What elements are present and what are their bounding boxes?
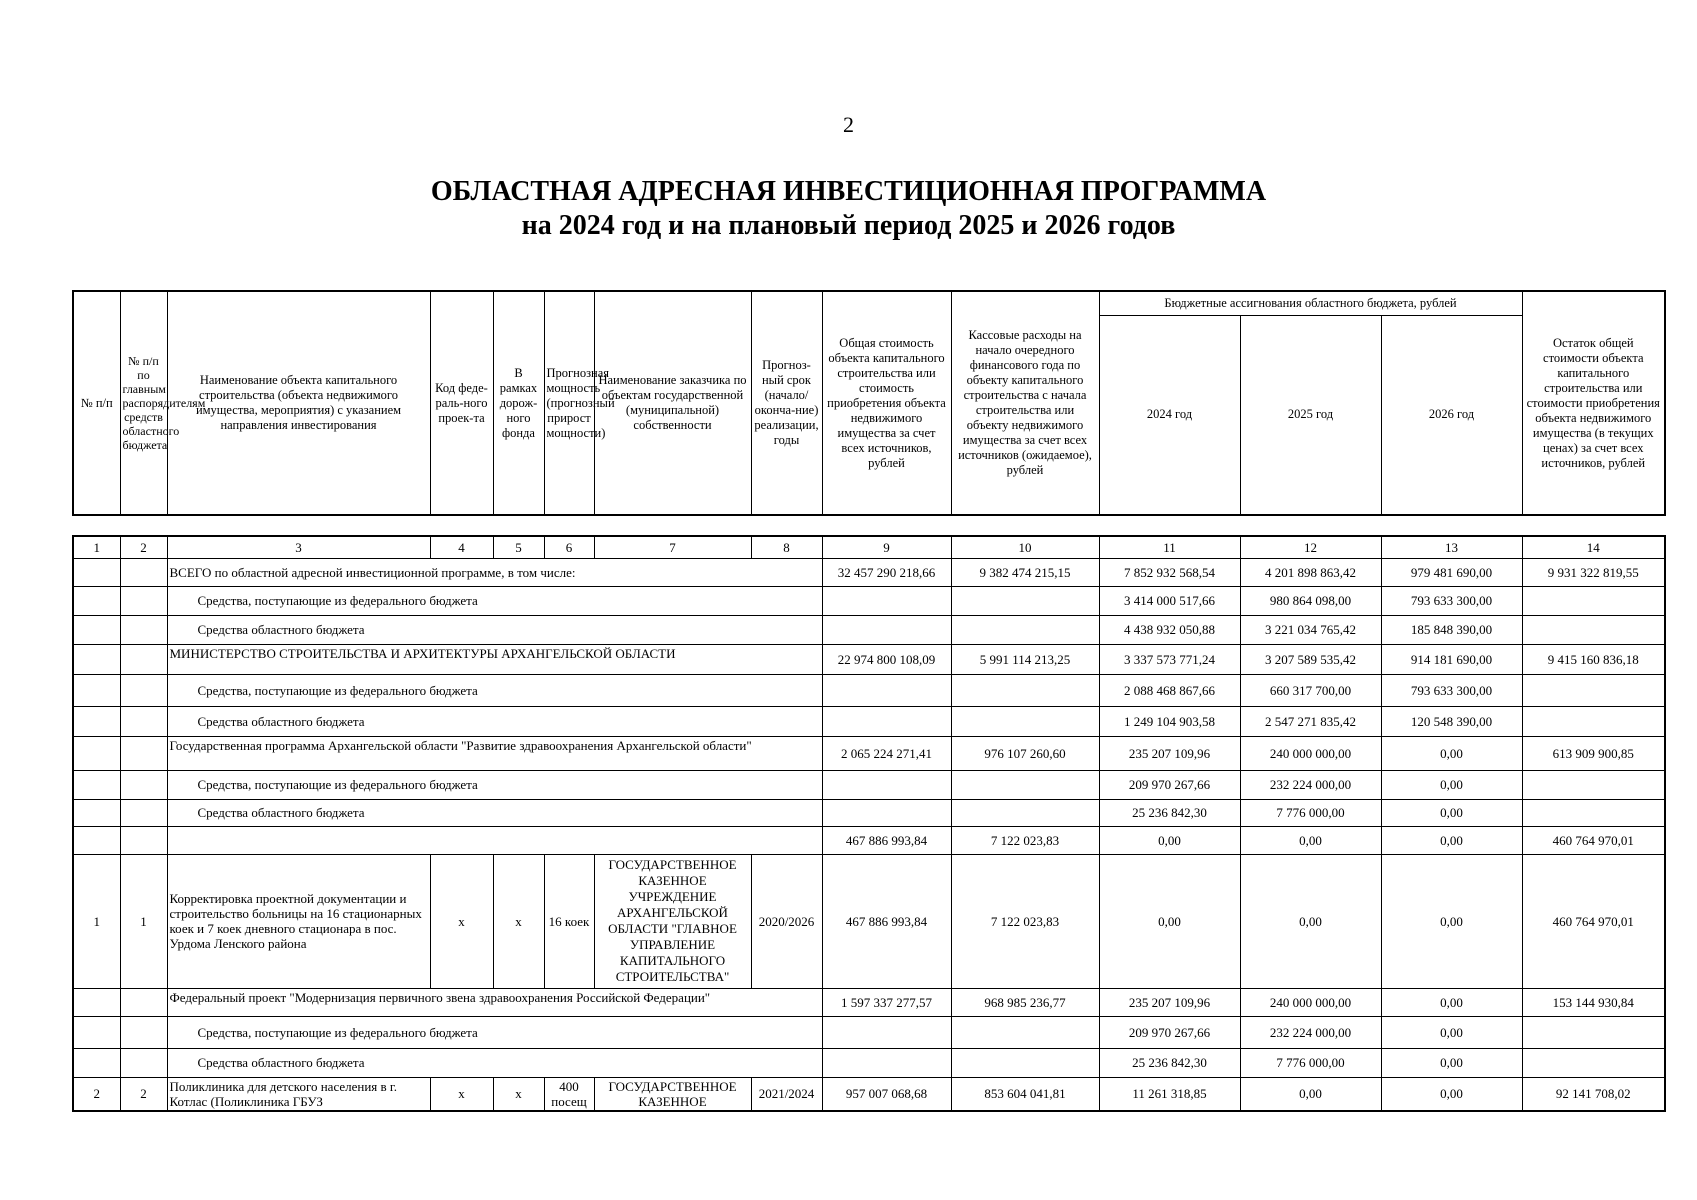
table-row bbox=[73, 854, 1665, 988]
table-row bbox=[73, 674, 1665, 706]
cell-2025: 0,00 bbox=[1240, 826, 1381, 854]
table-row bbox=[73, 644, 1665, 674]
cell-2026: 793 633 300,00 bbox=[1381, 586, 1522, 615]
row-name: Средства областного бюджета bbox=[167, 799, 822, 826]
cell-capacity: 400 посещ bbox=[544, 1077, 594, 1111]
table-row bbox=[73, 706, 1665, 736]
cell-2026: 914 181 690,00 bbox=[1381, 644, 1522, 674]
header-year-2025: 2025 год bbox=[1240, 315, 1381, 515]
cell-2024: 7 852 932 568,54 bbox=[1099, 558, 1240, 586]
col-number: 12 bbox=[1240, 536, 1381, 558]
cell-2025: 4 201 898 863,42 bbox=[1240, 558, 1381, 586]
cell-2025: 240 000 000,00 bbox=[1240, 736, 1381, 770]
cell-2024: 235 207 109,96 bbox=[1099, 988, 1240, 1016]
cell-2025: 0,00 bbox=[1240, 854, 1381, 988]
header-budget-group: Бюджетные ассигнования областного бюджета, рублей bbox=[1099, 291, 1522, 315]
cell-total-cost: 957 007 068,68 bbox=[822, 1077, 951, 1111]
cell-customer: ГОСУДАРСТВЕННОЕ КАЗЕННОЕ УЧРЕЖДЕНИЕ АРХАНГЕЛЬСКОЙ ОБЛАСТИ "ГЛАВНОЕ УПРАВЛЕНИЕ КАПИТАЛЬНОГО СТРОИТЕЛЬСТВА" bbox=[594, 854, 751, 988]
row-name: Корректировка проектной документации и строительство больницы на 16 стационарных коек и 7 коек дневного стационара в пос. Урдома Ленского района bbox=[167, 854, 430, 988]
col-number: 7 bbox=[594, 536, 751, 558]
cell-cash-expenses: 853 604 041,81 bbox=[951, 1077, 1099, 1111]
col-number: 13 bbox=[1381, 536, 1522, 558]
row-name: Федеральный проект "Модернизация первичного звена здравоохранения Российской Федерации" bbox=[167, 988, 822, 1016]
cell-total-cost: 22 974 800 108,09 bbox=[822, 644, 951, 674]
row-name: Средства, поступающие из федерального бюджета bbox=[167, 586, 822, 615]
col-number: 3 bbox=[167, 536, 430, 558]
cell-2026: 793 633 300,00 bbox=[1381, 674, 1522, 706]
cell-2025: 232 224 000,00 bbox=[1240, 770, 1381, 799]
cell-2026: 0,00 bbox=[1381, 1048, 1522, 1077]
cell-cash-expenses: 9 382 474 215,15 bbox=[951, 558, 1099, 586]
column-numbers-row bbox=[73, 536, 1665, 558]
cell-2026: 979 481 690,00 bbox=[1381, 558, 1522, 586]
header-col-6: Прогнозная мощность (прогнозный прирост мощности) bbox=[544, 291, 594, 515]
title-line-1: ОБЛАСТНАЯ АДРЕСНАЯ ИНВЕСТИЦИОННАЯ ПРОГРАММА bbox=[430, 176, 1267, 207]
row-name: Средства, поступающие из федерального бюджета bbox=[167, 1016, 822, 1048]
page-title bbox=[0, 175, 1697, 243]
header-col-1: № п/п bbox=[73, 291, 120, 515]
row-name: ВСЕГО по областной адресной инвестиционной программе, в том числе: bbox=[167, 558, 822, 586]
col-number: 10 bbox=[951, 536, 1099, 558]
cell-2024: 3 337 573 771,24 bbox=[1099, 644, 1240, 674]
cell-period: 2021/2024 bbox=[751, 1077, 822, 1111]
cell-fed-code: х bbox=[430, 1077, 493, 1111]
col-number: 11 bbox=[1099, 536, 1240, 558]
cell-2026: 185 848 390,00 bbox=[1381, 615, 1522, 644]
cell-total-cost: 467 886 993,84 bbox=[822, 826, 951, 854]
cell-2026: 0,00 bbox=[1381, 1077, 1522, 1111]
cell-2026: 120 548 390,00 bbox=[1381, 706, 1522, 736]
table-row bbox=[73, 988, 1665, 1016]
cell-2024: 0,00 bbox=[1099, 826, 1240, 854]
table-row bbox=[73, 770, 1665, 799]
table-row bbox=[73, 799, 1665, 826]
cell-2025: 660 317 700,00 bbox=[1240, 674, 1381, 706]
col-number: 14 bbox=[1522, 536, 1665, 558]
cell-2025: 7 776 000,00 bbox=[1240, 1048, 1381, 1077]
cell-remaining: 9 931 322 819,55 bbox=[1522, 558, 1665, 586]
cell-remaining: 613 909 900,85 bbox=[1522, 736, 1665, 770]
col-number: 9 bbox=[822, 536, 951, 558]
cell-2024: 2 088 468 867,66 bbox=[1099, 674, 1240, 706]
cell-2024: 11 261 318,85 bbox=[1099, 1077, 1240, 1111]
table-row bbox=[73, 1048, 1665, 1077]
cell-cash-expenses: 7 122 023,83 bbox=[951, 854, 1099, 988]
header-year-2024: 2024 год bbox=[1099, 315, 1240, 515]
cell-fed-code: х bbox=[430, 854, 493, 988]
row-name: Средства областного бюджета bbox=[167, 706, 822, 736]
cell-2024: 209 970 267,66 bbox=[1099, 770, 1240, 799]
cell-2026: 0,00 bbox=[1381, 826, 1522, 854]
row-name: Средства, поступающие из федерального бюджета bbox=[167, 770, 822, 799]
table-row bbox=[73, 586, 1665, 615]
cell-total-cost: 2 065 224 271,41 bbox=[822, 736, 951, 770]
table-row bbox=[73, 736, 1665, 770]
cell-2026: 0,00 bbox=[1381, 1016, 1522, 1048]
cell-2026: 0,00 bbox=[1381, 799, 1522, 826]
header-col-10: Кассовые расходы на начало очередного финансового года по объекту капитального строительства с начала строительства или объекту недвижимого имущества за счет всех источников (ожидаемое), рублей bbox=[951, 291, 1099, 515]
cell-2025: 7 776 000,00 bbox=[1240, 799, 1381, 826]
cell-2026: 0,00 bbox=[1381, 854, 1522, 988]
cell-2025: 3 207 589 535,42 bbox=[1240, 644, 1381, 674]
cell-2024: 25 236 842,30 bbox=[1099, 1048, 1240, 1077]
cell-2024: 1 249 104 903,58 bbox=[1099, 706, 1240, 736]
col-number: 1 bbox=[73, 536, 120, 558]
cell-remaining: 92 141 708,02 bbox=[1522, 1077, 1665, 1111]
header-col-14: Остаток общей стоимости объекта капитального строительства или стоимости приобретения объекта недвижимого имущества (в текущих ценах) за счет всех источников, рублей bbox=[1522, 291, 1665, 515]
cell-total-cost: 467 886 993,84 bbox=[822, 854, 951, 988]
page-number: 2 bbox=[843, 112, 854, 137]
row-name: МИНИСТЕРСТВО СТРОИТЕЛЬСТВА И АРХИТЕКТУРЫ АРХАНГЕЛЬСКОЙ ОБЛАСТИ bbox=[167, 644, 822, 674]
col-number: 4 bbox=[430, 536, 493, 558]
table-row bbox=[73, 1077, 1665, 1111]
cell-road-fund: х bbox=[493, 854, 544, 988]
cell-total-cost: 1 597 337 277,57 bbox=[822, 988, 951, 1016]
cell-cash-expenses: 5 991 114 213,25 bbox=[951, 644, 1099, 674]
cell-index-gr: 1 bbox=[120, 854, 167, 988]
cell-2025: 2 547 271 835,42 bbox=[1240, 706, 1381, 736]
title-line-2: на 2024 год и на плановый период 2025 и 2026 годов bbox=[521, 210, 1176, 241]
cell-2025: 0,00 bbox=[1240, 1077, 1381, 1111]
header-col-8: Прогноз-ный срок (начало/ оконча-ние) реализации, годы bbox=[751, 291, 822, 515]
cell-capacity: 16 коек bbox=[544, 854, 594, 988]
cell-period: 2020/2026 bbox=[751, 854, 822, 988]
cell-2024: 4 438 932 050,88 bbox=[1099, 615, 1240, 644]
cell-road-fund: х bbox=[493, 1077, 544, 1111]
header-col-2: № п/п по главным распорядителям средств областного бюджета bbox=[120, 291, 167, 515]
cell-remaining: 9 415 160 836,18 bbox=[1522, 644, 1665, 674]
cell-2025: 232 224 000,00 bbox=[1240, 1016, 1381, 1048]
cell-remaining: 460 764 970,01 bbox=[1522, 826, 1665, 854]
cell-remaining: 460 764 970,01 bbox=[1522, 854, 1665, 988]
row-name: Средства областного бюджета bbox=[167, 1048, 822, 1077]
header-year-2026: 2026 год bbox=[1381, 315, 1522, 515]
table-row bbox=[73, 826, 1665, 854]
cell-2024: 3 414 000 517,66 bbox=[1099, 586, 1240, 615]
cell-index-gr: 2 bbox=[120, 1077, 167, 1111]
cell-cash-expenses: 976 107 260,60 bbox=[951, 736, 1099, 770]
table-row bbox=[73, 558, 1665, 586]
row-name: Поликлиника для детского населения в г. Котлас (Поликлиника ГБУЗ bbox=[167, 1077, 430, 1111]
cell-2025: 980 864 098,00 bbox=[1240, 586, 1381, 615]
header-col-5: В рамках дорож-ного фонда bbox=[493, 291, 544, 515]
cell-cash-expenses: 968 985 236,77 bbox=[951, 988, 1099, 1016]
cell-2026: 0,00 bbox=[1381, 770, 1522, 799]
cell-2024: 25 236 842,30 bbox=[1099, 799, 1240, 826]
col-number: 2 bbox=[120, 536, 167, 558]
header-table bbox=[72, 290, 1666, 516]
col-number: 8 bbox=[751, 536, 822, 558]
header-col-3: Наименование объекта капитального строительства (объекта недвижимого имущества, мероприятия) с указанием направления инвестирования bbox=[167, 291, 430, 515]
data-table bbox=[72, 535, 1666, 1112]
cell-cash-expenses: 7 122 023,83 bbox=[951, 826, 1099, 854]
cell-2025: 240 000 000,00 bbox=[1240, 988, 1381, 1016]
table-row bbox=[73, 615, 1665, 644]
header-col-7: Наименование заказчика по объектам государственной (муниципальной) собственности bbox=[594, 291, 751, 515]
col-number: 6 bbox=[544, 536, 594, 558]
cell-2024: 0,00 bbox=[1099, 854, 1240, 988]
cell-customer: ГОСУДАРСТВЕННОЕ КАЗЕННОЕ bbox=[594, 1077, 751, 1111]
row-name: Средства, поступающие из федерального бюджета bbox=[167, 674, 822, 706]
cell-2024: 235 207 109,96 bbox=[1099, 736, 1240, 770]
cell-2026: 0,00 bbox=[1381, 988, 1522, 1016]
row-name: Средства областного бюджета bbox=[167, 615, 822, 644]
table-row bbox=[73, 1016, 1665, 1048]
cell-index: 2 bbox=[73, 1077, 120, 1111]
header-col-4: Код феде-раль-ного проек-та bbox=[430, 291, 493, 515]
header-col-9: Общая стоимость объекта капитального строительства или стоимость приобретения объекта недвижимого имущества за счет всех источников, рублей bbox=[822, 291, 951, 515]
cell-total-cost: 32 457 290 218,66 bbox=[822, 558, 951, 586]
col-number: 5 bbox=[493, 536, 544, 558]
cell-2024: 209 970 267,66 bbox=[1099, 1016, 1240, 1048]
cell-remaining: 153 144 930,84 bbox=[1522, 988, 1665, 1016]
row-name: Государственная программа Архангельской области "Развитие здравоохранения Архангельской области" bbox=[167, 736, 822, 770]
cell-index: 1 bbox=[73, 854, 120, 988]
cell-2026: 0,00 bbox=[1381, 736, 1522, 770]
cell-2025: 3 221 034 765,42 bbox=[1240, 615, 1381, 644]
